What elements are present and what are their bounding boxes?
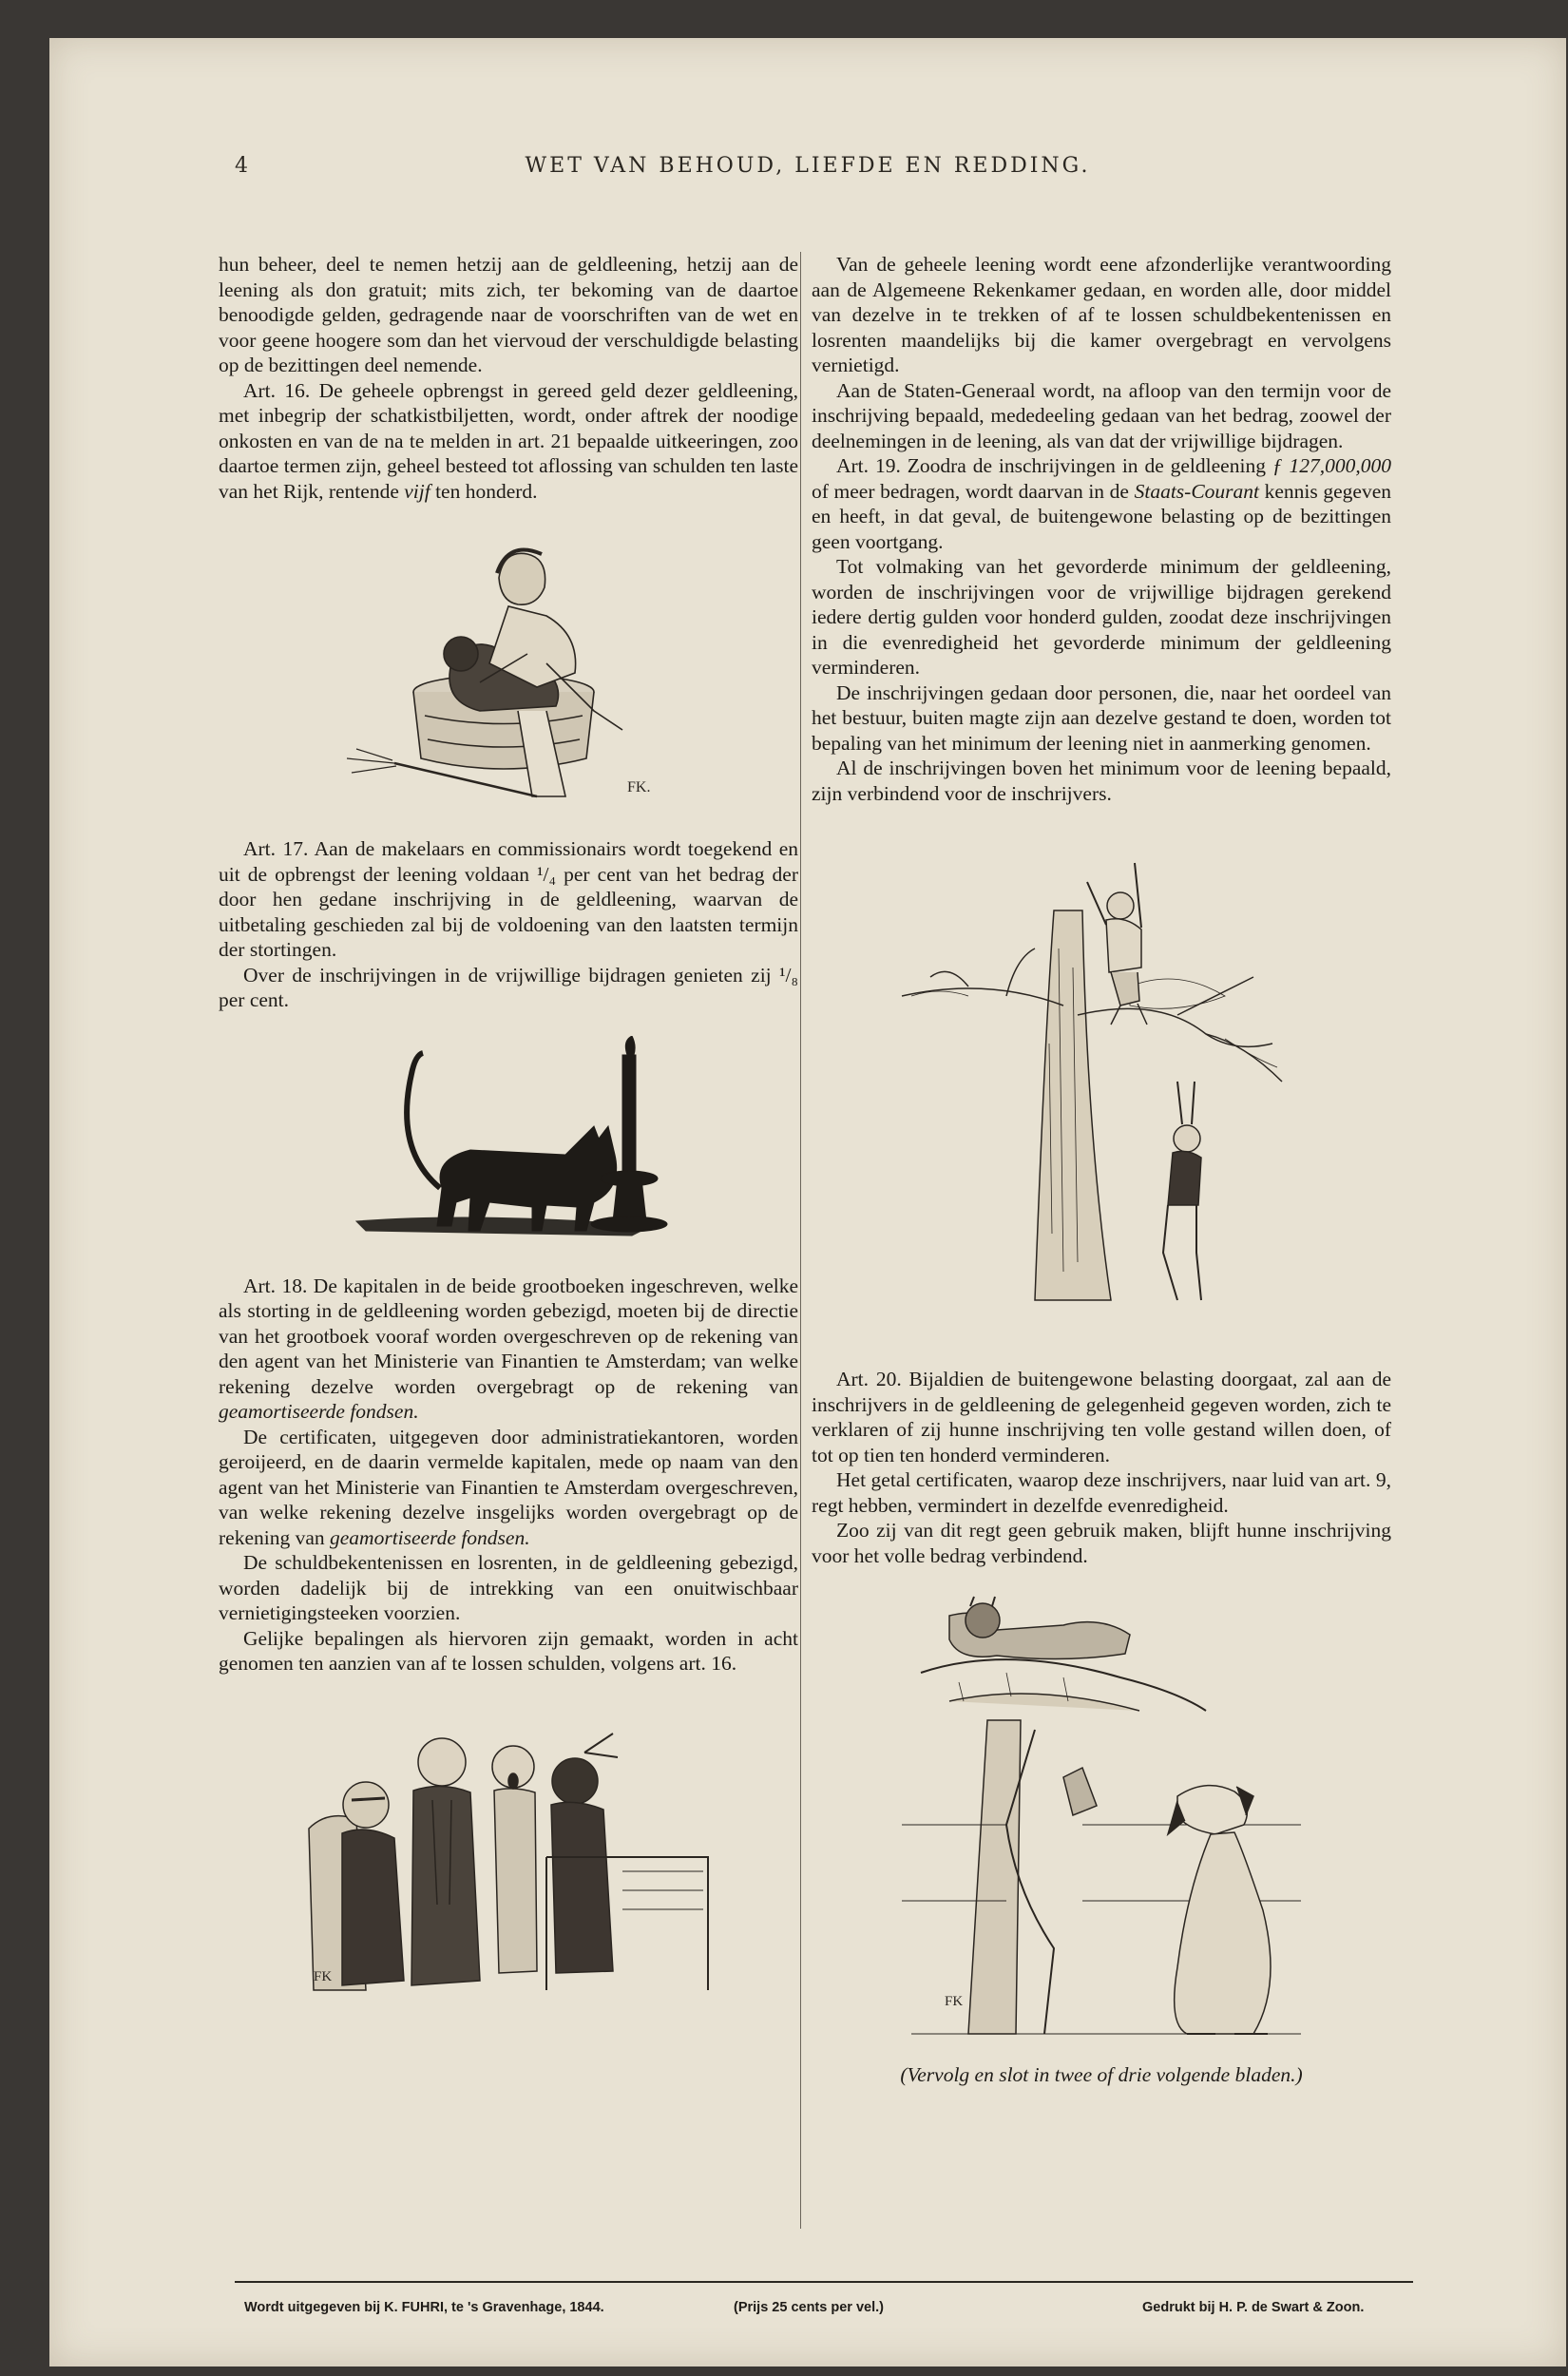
paragraph: Gelijke bepalingen als hiervoren zijn gemaakt, worden in acht genomen ten aanzien van af te lossen schulden, volgens art. 16. xyxy=(219,1626,798,1675)
illustration-boys-climbing-tree xyxy=(892,853,1310,1310)
article-18: Art. 18. De kapitalen in de beide grootboeken ingeschreven, welke als storting in de geldleening worden gebezigd, moeten bij de directie van het grootboek vooraf worden overgeschreven op de rekening van den agent van het Ministerie van Finantien te Amsterdam; van welke rekening dezelve worden overgebragt op de rekening van geamortiseerde fondsen. xyxy=(219,1274,798,1423)
article-16: Art. 16. De geheele opbrengst in gereed geld dezer geldleening, met inbegrip der schatkistbiljetten, wordt, onder aftrek der noodige onkosten en van de na te melden in art. 21 bepaalde uitkeeringen, zoo daartoe termen zijn, geheel besteed tot aflossing van schulden ten laste van het Rijk, rentende vijf ten honderd. xyxy=(219,378,798,503)
running-title: WET VAN BEHOUD, LIEFDE EN REDDING. xyxy=(525,154,1091,178)
paragraph: Al de inschrijvingen boven het minimum voor de leening bepaald, zijn verbindend voor de inschrijvers. xyxy=(812,757,1391,805)
paragraph: Over de inschrijvingen in de vrijwillige bijdragen genieten zij ¹/₈ per cent. xyxy=(219,963,798,1011)
paragraph: Van de geheele leening wordt eene afzonderlijke verantwoording aan de Algemeene Rekenkamer gedaan, en worden alle, door middel van dezelve in te trekken of af te lossen schuldbekentenissen en losrenten maandelijks bij die kamer overgebragt en vervolgens vernietigd. xyxy=(812,253,1391,376)
footer-publisher: Wordt uitgegeven bij K. FUHRI, te 's Gravenhage, 1844. xyxy=(244,2300,604,2315)
article-17: Art. 17. Aan de makelaars en commissionairs wordt toegekend en uit de opbrengst der leening voldaan ¹/₄ per cent van het bedrag der door hen gedane inschrijving in de geldleening, waarvan de uitbetaling geschieden zal bij de voldoening van den laatsten termijn der stortingen. xyxy=(219,837,798,961)
illustration-cat-tree-dog xyxy=(892,1587,1310,2062)
right-column xyxy=(812,252,1391,2088)
monogram: FK. xyxy=(627,779,651,795)
paragraph: Aan de Staten-Generaal wordt, na afloop van den termijn voor de inschrijving bepaald, mededeeling gedaan van het bedrag, zoowel der deelnemingen in de leening, als van dat der vrijwillige bijdragen. xyxy=(812,378,1391,452)
monogram: FK xyxy=(314,1968,333,1984)
monogram: FK xyxy=(945,1994,964,2009)
paragraph: De certificaten, uitgegeven door administratiekantoren, worden geroijeerd, en de daarin vermelde kapitalen, mede op naam van den agent van het Ministerie van Finantien te Amsterdam overgeschreven, van welke rekening dezelve insgelijks worden overgebragt op de rekening van geamortiseerde fondsen. xyxy=(219,1425,798,1549)
footer-rule xyxy=(235,2281,1413,2283)
footer-price: (Prijs 25 cents per vel.) xyxy=(734,2300,884,2315)
footer-printer: Gedrukt bij H. P. de Swart & Zoon. xyxy=(1142,2300,1365,2315)
article-19: Art. 19. Zoodra de inschrijvingen in de geldleening ƒ 127,000,000 of meer bedragen, wordt daarvan in de Staats-Courant kennis gegeven en heeft, in dat geval, de buitengewone belasting op de bezittingen geen voortgang. xyxy=(812,454,1392,553)
article-20: Art. 20. Bijaldien de buitengewone belasting doorgaat, zal aan de inschrijvers in de geldleening de gelegenheid gegeven worden, zich te verklaren of zij hunne inschrijving ten volle gestand willen doen, of tot op tien ten honderd verminderen. xyxy=(812,1368,1391,1466)
paragraph: De schuldbekentenissen en losrenten, in de geldleening gebezigd, worden dadelijk bij de intrekking van een onuitwischbaar vernietigingsteeken voorzien. xyxy=(219,1551,798,1624)
illustration-man-on-tub xyxy=(337,521,679,806)
paragraph: Tot volmaking van het gevorderde minimum der geldleening, worden de inschrijvingen voor de vrijwillige bijdragen gerekend iedere dertig gulden voor honderd gulden, zoodat deze inschrijvingen in die evenredigheid het gevorderde minimum der geldleening verminderen. xyxy=(812,555,1391,679)
column-divider xyxy=(800,252,801,2229)
page-number: 4 xyxy=(235,154,251,178)
paragraph: Het getal certificaten, waarop deze inschrijvers, naar luid van art. 9, regt hebben, vermindert in dezelfde evenredigheid. xyxy=(812,1468,1391,1517)
illustration-group-of-men xyxy=(299,1715,717,2000)
paragraph: Zoo zij van dit regt geen gebruik maken, blijft hunne inschrijving voor het volle bedrag verbindend. xyxy=(812,1519,1391,1567)
newspaper-page xyxy=(49,38,1566,2366)
paragraph: hun beheer, deel te nemen hetzij aan de geldleening, hetzij aan de leening als don gratuit; mits zich, ter bekoming van de daartoe benoodigde gelden, gedragende naar de voorschriften van de wet en voor geene hoogere som dan het viervoud der verschuldigde belasting op de bezittingen deel nemende. xyxy=(219,253,798,376)
continuation-note: (Vervolg en slot in twee of drie volgende bladen.) xyxy=(900,2063,1303,2086)
illustration-cat-candle xyxy=(337,1036,679,1255)
paragraph: De inschrijvingen gedaan door personen, die, naar het oordeel van het bestuur, buiten magte zijn aan dezelve gestand te doen, worden tot bepaling van het minimum der leening niet in aanmerking genomen. xyxy=(812,680,1391,755)
left-column xyxy=(219,252,798,2000)
